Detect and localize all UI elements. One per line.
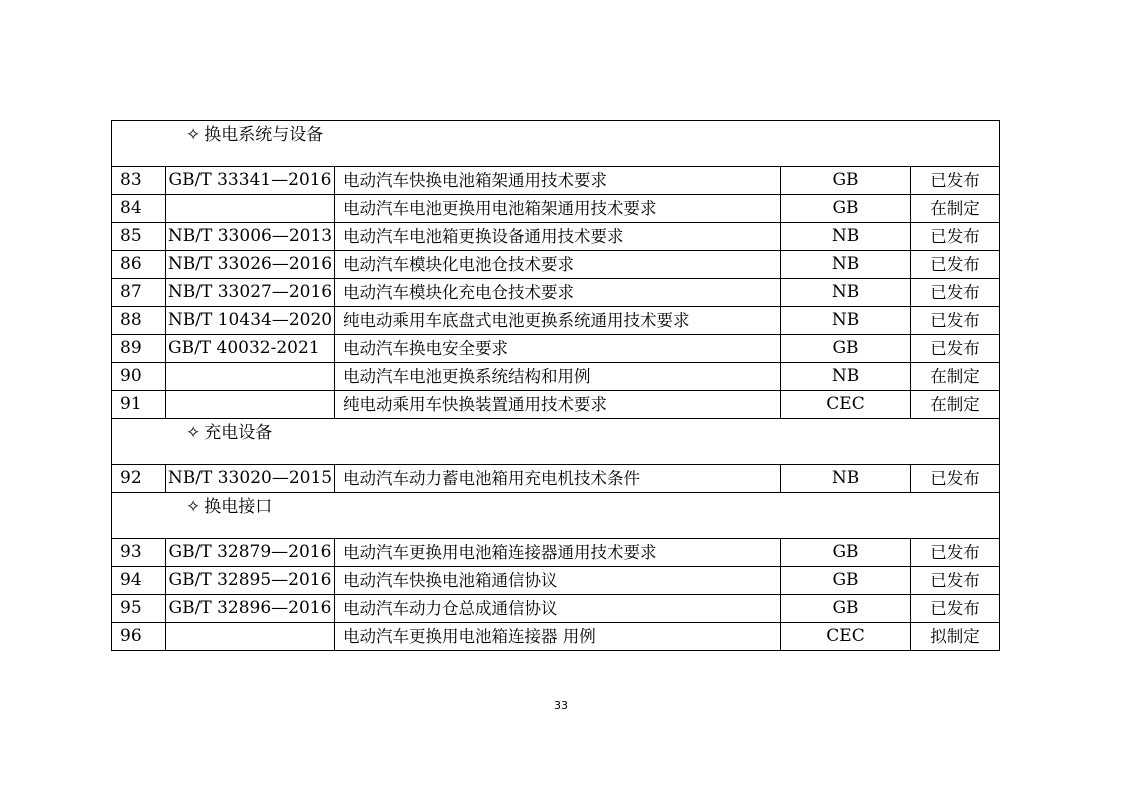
standard-code-cell: NB/T 33006—2013 — [166, 223, 335, 251]
standard-type-cell: CEC — [781, 623, 911, 651]
table-row — [112, 223, 1000, 251]
standard-title-cell: 电动汽车模块化电池仓技术要求 — [335, 251, 781, 279]
row-number-cell: 86 — [112, 251, 166, 279]
row-number-cell: 84 — [112, 195, 166, 223]
status-cell: 在制定 — [911, 391, 1000, 419]
standard-type-cell: NB — [781, 223, 911, 251]
standard-code-cell: NB/T 33027—2016 — [166, 279, 335, 307]
status-cell: 已发布 — [911, 251, 1000, 279]
row-number-cell: 90 — [112, 363, 166, 391]
section-header-cell — [112, 493, 1000, 539]
row-number-cell: 83 — [112, 167, 166, 195]
standard-code-cell: NB/T 33026—2016 — [166, 251, 335, 279]
standards-table — [111, 120, 1000, 651]
status-cell: 已发布 — [911, 279, 1000, 307]
table-row — [112, 195, 1000, 223]
diamond-bullet-icon: ✧ — [186, 125, 201, 145]
row-number-cell: 91 — [112, 391, 166, 419]
standard-title-cell: 电动汽车快换电池箱通信协议 — [335, 567, 781, 595]
table-row — [112, 623, 1000, 651]
table-row — [112, 363, 1000, 391]
section-header-cell — [112, 419, 1000, 465]
standard-type-cell: NB — [781, 363, 911, 391]
standard-type-cell: NB — [781, 465, 911, 493]
standard-code-cell: NB/T 33020—2015 — [166, 465, 335, 493]
standard-title-cell: 电动汽车动力仓总成通信协议 — [335, 595, 781, 623]
table-row — [112, 465, 1000, 493]
row-number-cell: 85 — [112, 223, 166, 251]
page-number: 33 — [554, 699, 568, 712]
table-row — [112, 307, 1000, 335]
diamond-bullet-icon: ✧ — [186, 497, 201, 517]
standard-code-cell — [166, 363, 335, 391]
standard-title-cell: 电动汽车模块化充电仓技术要求 — [335, 279, 781, 307]
status-cell: 已发布 — [911, 223, 1000, 251]
table-row — [112, 391, 1000, 419]
row-number-cell: 89 — [112, 335, 166, 363]
row-number-cell: 88 — [112, 307, 166, 335]
status-cell: 已发布 — [911, 567, 1000, 595]
table-row — [112, 251, 1000, 279]
row-number-cell: 92 — [112, 465, 166, 493]
standard-title-cell: 电动汽车快换电池箱架通用技术要求 — [335, 167, 781, 195]
section-header-row — [112, 493, 1000, 539]
status-cell: 在制定 — [911, 363, 1000, 391]
status-cell: 拟制定 — [911, 623, 1000, 651]
standard-code-cell: GB/T 32895—2016 — [166, 567, 335, 595]
standard-title-cell: 纯电动乘用车快换装置通用技术要求 — [335, 391, 781, 419]
standard-type-cell: GB — [781, 595, 911, 623]
status-cell: 已发布 — [911, 539, 1000, 567]
standard-type-cell: NB — [781, 279, 911, 307]
standard-code-cell — [166, 623, 335, 651]
standard-type-cell: NB — [781, 251, 911, 279]
row-number-cell: 87 — [112, 279, 166, 307]
row-number-cell: 93 — [112, 539, 166, 567]
section-heading: 换电接口 — [204, 497, 273, 517]
standard-title-cell: 电动汽车电池更换用电池箱架通用技术要求 — [335, 195, 781, 223]
standard-code-cell: GB/T 33341—2016 — [166, 167, 335, 195]
diamond-bullet-icon: ✧ — [186, 423, 201, 443]
standard-title-cell: 电动汽车更换用电池箱连接器 用例 — [335, 623, 781, 651]
status-cell: 已发布 — [911, 167, 1000, 195]
standard-title-cell: 电动汽车电池更换系统结构和用例 — [335, 363, 781, 391]
standard-title-cell: 电动汽车电池箱更换设备通用技术要求 — [335, 223, 781, 251]
standard-title-cell: 电动汽车更换用电池箱连接器通用技术要求 — [335, 539, 781, 567]
table-row — [112, 567, 1000, 595]
section-header-cell — [112, 121, 1000, 167]
section-heading: 换电系统与设备 — [204, 125, 324, 145]
row-number-cell: 95 — [112, 595, 166, 623]
standard-type-cell: GB — [781, 539, 911, 567]
standard-title-cell: 电动汽车换电安全要求 — [335, 335, 781, 363]
section-header-row — [112, 121, 1000, 167]
section-header-row — [112, 419, 1000, 465]
standard-type-cell: GB — [781, 567, 911, 595]
standard-code-cell — [166, 195, 335, 223]
table-row — [112, 167, 1000, 195]
standard-code-cell: GB/T 32879—2016 — [166, 539, 335, 567]
row-number-cell: 96 — [112, 623, 166, 651]
status-cell: 已发布 — [911, 335, 1000, 363]
standard-type-cell: GB — [781, 195, 911, 223]
table-row — [112, 335, 1000, 363]
status-cell: 在制定 — [911, 195, 1000, 223]
standard-code-cell: NB/T 10434—2020 — [166, 307, 335, 335]
table-row — [112, 595, 1000, 623]
standard-code-cell: GB/T 40032-2021 — [166, 335, 335, 363]
standard-type-cell: CEC — [781, 391, 911, 419]
standard-title-cell: 电动汽车动力蓄电池箱用充电机技术条件 — [335, 465, 781, 493]
status-cell: 已发布 — [911, 465, 1000, 493]
standard-type-cell: GB — [781, 335, 911, 363]
standard-title-cell: 纯电动乘用车底盘式电池更换系统通用技术要求 — [335, 307, 781, 335]
status-cell: 已发布 — [911, 595, 1000, 623]
row-number-cell: 94 — [112, 567, 166, 595]
standard-type-cell: GB — [781, 167, 911, 195]
table-row — [112, 279, 1000, 307]
section-heading: 充电设备 — [204, 423, 273, 443]
status-cell: 已发布 — [911, 307, 1000, 335]
standard-code-cell: GB/T 32896—2016 — [166, 595, 335, 623]
table-row — [112, 539, 1000, 567]
standards-table-body — [112, 121, 1000, 651]
standard-code-cell — [166, 391, 335, 419]
standard-type-cell: NB — [781, 307, 911, 335]
